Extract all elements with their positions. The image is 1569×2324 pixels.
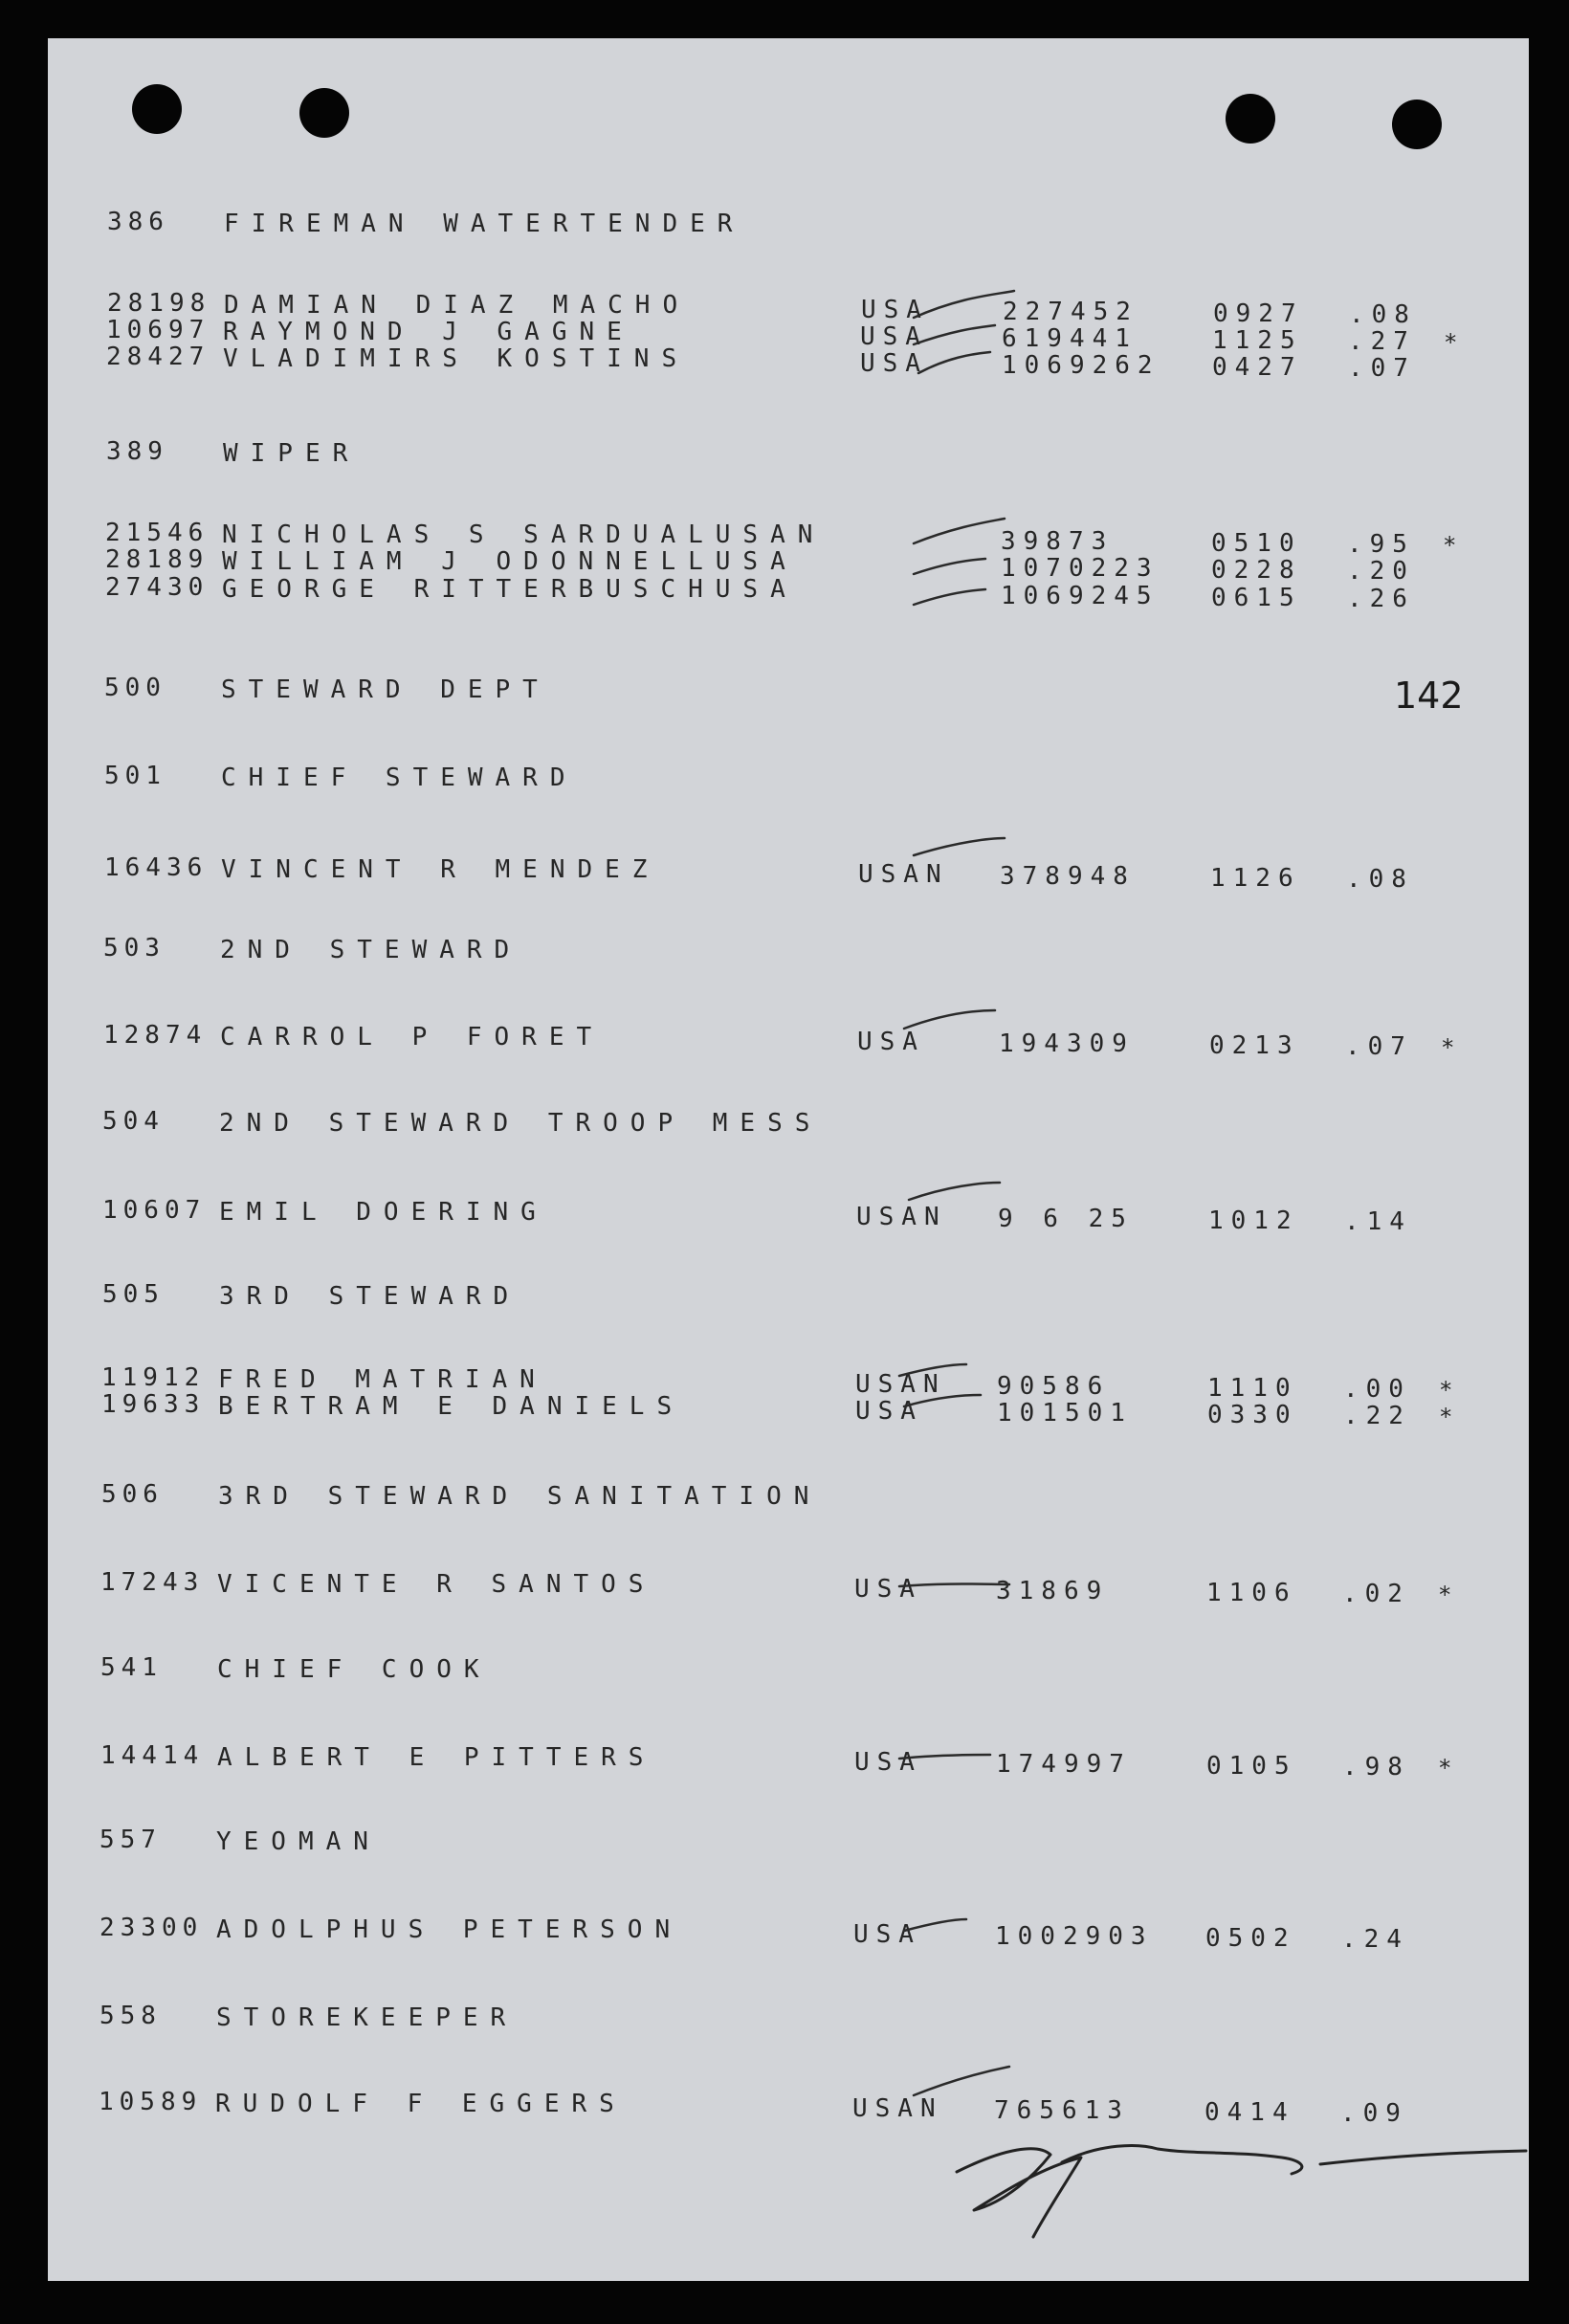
crew-code: 11912: [101, 1363, 206, 1392]
rate-value: .09: [1340, 2099, 1408, 2128]
section-code: 386: [107, 208, 169, 236]
date-code: 0330: [1207, 1401, 1298, 1429]
crew-code: 10607: [102, 1196, 207, 1225]
asterisk-mark: *: [1443, 532, 1465, 559]
document-number: 31869: [996, 1577, 1110, 1605]
section-title: 2ND STEWARD: [220, 936, 522, 964]
date-code: 1125: [1212, 326, 1303, 355]
date-code: 1110: [1207, 1374, 1298, 1403]
crew-row: [48, 1566, 1529, 1608]
section-title: 2ND STEWARD TROOP MESS: [219, 1109, 823, 1138]
date-code: 0213: [1209, 1031, 1300, 1060]
section-heading: [48, 1651, 1529, 1684]
crew-code: 14414: [100, 1741, 205, 1770]
crew-row: [48, 1019, 1529, 1061]
nationality: USA: [857, 1028, 925, 1056]
rate-value: .08: [1346, 865, 1414, 894]
section-heading: [48, 932, 1529, 964]
section-heading: [48, 1478, 1529, 1511]
crew-code: 27430: [105, 573, 210, 602]
nationality: USAN: [856, 1203, 947, 1231]
section-title: CHIEF COOK: [217, 1655, 492, 1684]
section-code: 541: [100, 1653, 163, 1682]
crew-name: VINCENT R MENDEZ: [221, 855, 660, 884]
section-title: 3RD STEWARD: [219, 1282, 521, 1311]
crew-name: RAYMOND J GAGNE: [223, 318, 634, 346]
crew-code: 10589: [99, 2088, 203, 2116]
document-number: 9 6 25: [998, 1205, 1134, 1233]
section-heading: [48, 2000, 1529, 2032]
crew-row: [48, 1912, 1529, 1954]
nationality: USA: [854, 1575, 922, 1604]
date-code: 0615: [1211, 584, 1302, 612]
section-heading: [48, 206, 1529, 238]
section-code: 506: [101, 1480, 164, 1509]
punch-hole: [132, 84, 182, 134]
asterisk-mark: *: [1438, 1755, 1460, 1782]
asterisk-mark: *: [1444, 329, 1466, 356]
nationality: USA: [854, 1748, 922, 1777]
section-code: 504: [102, 1107, 165, 1136]
rate-value: .22: [1343, 1402, 1411, 1430]
date-code: 0105: [1206, 1752, 1297, 1781]
crew-code: 21546: [105, 519, 210, 547]
crew-row: [48, 852, 1529, 894]
section-code: 503: [103, 934, 166, 963]
document-number: 39873: [1001, 527, 1115, 556]
section-title: YEOMAN: [216, 1827, 381, 1856]
crew-code: 19633: [101, 1390, 206, 1419]
signature: [957, 2146, 1526, 2237]
crew-name: ADOLPHUS PETERSON: [216, 1915, 683, 1944]
section-heading: [48, 1278, 1529, 1311]
date-code: 0927: [1213, 299, 1304, 328]
nationality: USA: [853, 1920, 921, 1949]
section-title: WIPER: [223, 439, 361, 468]
asterisk-mark: *: [1441, 1034, 1463, 1061]
section-heading: [48, 760, 1529, 792]
crew-code: 23300: [99, 1914, 204, 1942]
document-number: 378948: [1000, 862, 1136, 891]
section-code: 558: [99, 2002, 162, 2030]
punch-hole: [1226, 94, 1275, 144]
crew-code: 28198: [107, 289, 211, 318]
crew-name: FRED MATRIAN: [218, 1365, 547, 1394]
date-code: 0414: [1204, 2098, 1295, 2127]
crew-name: NICHOLAS S SARDUALUSAN: [222, 520, 826, 549]
nationality: USA: [861, 296, 929, 324]
asterisk-mark: *: [1439, 1377, 1461, 1404]
page-number: 142: [1394, 675, 1464, 717]
section-code: 505: [102, 1280, 165, 1309]
date-code: 1012: [1208, 1206, 1299, 1235]
date-code: 1106: [1206, 1579, 1297, 1607]
crew-row: [48, 1739, 1529, 1782]
crew-row: [48, 571, 1529, 613]
crew-row: [48, 1388, 1529, 1430]
nationality: USA: [855, 1397, 923, 1426]
asterisk-mark: *: [1439, 1404, 1461, 1430]
rate-value: .27: [1348, 327, 1416, 356]
crew-name: DAMIAN DIAZ MACHO: [224, 291, 691, 320]
document-number: 619441: [1002, 324, 1138, 353]
document-page: [48, 38, 1529, 2281]
rate-value: .98: [1342, 1753, 1410, 1782]
nationality: USAN: [852, 2094, 943, 2123]
document-number: 227452: [1003, 298, 1138, 326]
section-title: STOREKEEPER: [216, 2003, 519, 2032]
nationality: USAN: [858, 860, 949, 889]
document-number: 174997: [996, 1750, 1132, 1779]
date-code: 0502: [1205, 1924, 1296, 1953]
rate-value: .20: [1347, 557, 1415, 586]
rate-value: .26: [1347, 585, 1415, 613]
date-code: 0228: [1211, 556, 1302, 585]
section-heading: [48, 1105, 1529, 1138]
section-heading: [48, 1824, 1529, 1856]
crew-name: RUDOLF F EGGERS: [215, 2090, 627, 2118]
nationality: USA: [860, 349, 928, 378]
crew-name: EMIL DOERING: [219, 1198, 548, 1227]
document-number: 194309: [999, 1029, 1135, 1058]
punch-hole: [299, 88, 349, 138]
crew-name: VICENTE R SANTOS: [217, 1570, 656, 1599]
punch-hole: [1392, 100, 1442, 149]
crew-row: [48, 1194, 1529, 1236]
date-code: 0510: [1211, 529, 1302, 558]
crew-row: [48, 2086, 1529, 2128]
rate-value: .08: [1349, 300, 1417, 329]
rate-value: .24: [1341, 1925, 1409, 1954]
rate-value: .00: [1343, 1375, 1411, 1404]
nationality: USA: [860, 322, 928, 351]
crew-code: 10697: [106, 316, 210, 344]
crew-name: BERTRAM E DANIELS: [218, 1392, 685, 1421]
section-title: CHIEF STEWARD: [221, 764, 578, 792]
section-heading: [48, 435, 1529, 468]
rate-value: .14: [1344, 1207, 1412, 1236]
crew-code: 17243: [100, 1568, 205, 1597]
document-number: 1002903: [995, 1922, 1154, 1951]
crew-code: 28427: [106, 343, 210, 371]
crew-name: VLADIMIRS KOSTINS: [223, 344, 690, 373]
crew-name: CARROL P FORET: [220, 1023, 605, 1051]
document-number: 90586: [997, 1372, 1111, 1401]
document-number: 765613: [994, 2096, 1130, 2125]
section-code: 389: [106, 437, 168, 466]
section-code: 500: [104, 674, 166, 702]
date-code: 0427: [1212, 353, 1303, 382]
section-title: STEWARD DEPT: [221, 675, 550, 704]
crew-row: [48, 341, 1529, 383]
crew-name: ALBERT E PITTERS: [217, 1743, 656, 1772]
crew-name: WILLIAM J ODONNELLUSA: [222, 547, 798, 576]
document-number: 1070223: [1001, 554, 1160, 583]
crew-code: 12874: [103, 1021, 208, 1050]
document-number: 1069245: [1001, 582, 1160, 610]
rate-value: .07: [1345, 1032, 1413, 1061]
section-title: FIREMAN WATERTENDER: [224, 210, 745, 238]
date-code: 1126: [1210, 864, 1301, 893]
crew-code: 28189: [105, 545, 210, 574]
rate-value: .07: [1348, 354, 1416, 383]
crew-code: 16436: [104, 853, 209, 882]
crew-name: GEORGE RITTERBUSCHUSA: [222, 575, 798, 604]
section-heading: [48, 672, 1529, 704]
section-code: 557: [99, 1826, 162, 1854]
document-number: 101501: [997, 1399, 1133, 1428]
nationality: USAN: [855, 1370, 946, 1399]
section-title: 3RD STEWARD SANITATION: [218, 1482, 822, 1511]
asterisk-mark: *: [1438, 1582, 1460, 1608]
rate-value: .95: [1347, 530, 1415, 559]
rate-value: .02: [1342, 1580, 1410, 1608]
document-number: 1069262: [1002, 351, 1160, 380]
section-code: 501: [104, 762, 166, 790]
